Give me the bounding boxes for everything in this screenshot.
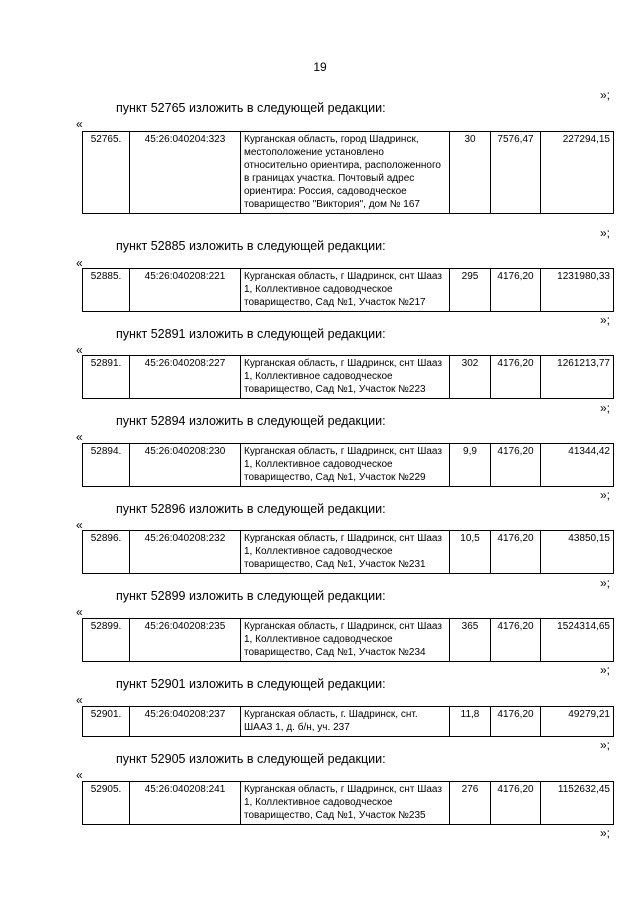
- address: Курганская область, г Шадринск, снт Шааз 1, Коллективное садоводческое товарищество, Сад №1, Участок №234: [241, 619, 450, 662]
- rate: 4176,20: [491, 707, 541, 737]
- area: 295: [450, 269, 491, 312]
- row-number: 52765.: [83, 132, 130, 214]
- table-row: [82, 443, 614, 487]
- open-quote: «: [76, 256, 83, 270]
- close-quote: »;: [599, 488, 610, 502]
- rate: 4176,20: [491, 782, 541, 825]
- open-quote: «: [76, 605, 83, 619]
- section-heading: пункт 52901 изложить в следующей редакции:: [116, 677, 386, 691]
- cadastral-number: 45:26:040204:323: [130, 132, 241, 214]
- page-number: 19: [313, 60, 327, 74]
- address: Курганская область, г Шадринск, снт Шааз 1, Коллективное садоводческое товарищество, Сад №1, Участок №217: [241, 269, 450, 312]
- open-quote: «: [76, 430, 83, 444]
- value-sum: 1261213,77: [541, 356, 614, 399]
- rate: 4176,20: [491, 269, 541, 312]
- row-number: 52896.: [83, 531, 130, 574]
- value-sum: 227294,15: [541, 132, 614, 214]
- table-row: [82, 268, 614, 312]
- area: 302: [450, 356, 491, 399]
- address: Курганская область, г Шадринск, снт Шааз 1, Коллективное садоводческое товарищество, Сад №1, Участок №235: [241, 782, 450, 825]
- cadastral-number: 45:26:040208:235: [130, 619, 241, 662]
- close-quote: »;: [599, 226, 610, 240]
- rate: 4176,20: [491, 619, 541, 662]
- row-number: 52899.: [83, 619, 130, 662]
- open-quote: «: [76, 518, 83, 532]
- table-row: [82, 618, 614, 662]
- row-number: 52905.: [83, 782, 130, 825]
- open-quote: «: [76, 343, 83, 357]
- row-number: 52891.: [83, 356, 130, 399]
- rate: 7576,47: [491, 132, 541, 214]
- address: Курганская область, г. Шадринск, снт. ШААЗ 1, д. б/н, уч. 237: [241, 707, 450, 737]
- table-row: [82, 706, 614, 737]
- cadastral-number: 45:26:040208:237: [130, 707, 241, 737]
- close-quote: »;: [599, 576, 610, 590]
- row-number: 52894.: [83, 444, 130, 487]
- cadastral-number: 45:26:040208:241: [130, 782, 241, 825]
- value-sum: 49279,21: [541, 707, 614, 737]
- value-sum: 1524314,65: [541, 619, 614, 662]
- address: Курганская область, г Шадринск, снт Шааз 1, Коллективное садоводческое товарищество, Сад №1, Участок №231: [241, 531, 450, 574]
- cadastral-number: 45:26:040208:221: [130, 269, 241, 312]
- close-quote: »;: [599, 88, 610, 102]
- cadastral-number: 45:26:040208:227: [130, 356, 241, 399]
- address: Курганская область, г Шадринск, снт Шааз 1, Коллективное садоводческое товарищество, Сад №1, Участок №223: [241, 356, 450, 399]
- section-heading: пункт 52885 изложить в следующей редакции:: [116, 239, 386, 253]
- rate: 4176,20: [491, 444, 541, 487]
- section-heading: пункт 52896 изложить в следующей редакции:: [116, 502, 386, 516]
- area: 30: [450, 132, 491, 214]
- area: 365: [450, 619, 491, 662]
- address: Курганская область, г Шадринск, снт Шааз 1, Коллективное садоводческое товарищество, Сад №1, Участок №229: [241, 444, 450, 487]
- close-quote: »;: [599, 738, 610, 752]
- section-heading: пункт 52765 изложить в следующей редакции:: [116, 101, 386, 115]
- table-row: [82, 530, 614, 574]
- value-sum: 41344,42: [541, 444, 614, 487]
- section-heading: пункт 52899 изложить в следующей редакции:: [116, 589, 386, 603]
- cadastral-number: 45:26:040208:232: [130, 531, 241, 574]
- value-sum: 1231980,33: [541, 269, 614, 312]
- cadastral-number: 45:26:040208:230: [130, 444, 241, 487]
- area: 9,9: [450, 444, 491, 487]
- open-quote: «: [76, 693, 83, 707]
- rate: 4176,20: [491, 356, 541, 399]
- close-quote: »;: [599, 401, 610, 415]
- address: Курганская область, город Шадринск, местоположение установлено относительно ориентира, расположенного в границах участка. Почтовый адрес ориентира: Россия, садоводческое товарищество "Виктория", дом № 167: [241, 132, 450, 214]
- area: 276: [450, 782, 491, 825]
- table-row: [82, 131, 614, 214]
- section-heading: пункт 52891 изложить в следующей редакции:: [116, 327, 386, 341]
- table-row: [82, 355, 614, 399]
- area: 10,5: [450, 531, 491, 574]
- row-number: 52901.: [83, 707, 130, 737]
- close-quote: »;: [599, 826, 610, 840]
- table-row: [82, 781, 614, 825]
- value-sum: 1152632,45: [541, 782, 614, 825]
- close-quote: »;: [599, 663, 610, 677]
- value-sum: 43850,15: [541, 531, 614, 574]
- area: 11,8: [450, 707, 491, 737]
- open-quote: «: [76, 768, 83, 782]
- close-quote: »;: [599, 313, 610, 327]
- open-quote: «: [76, 117, 83, 131]
- section-heading: пункт 52894 изложить в следующей редакции:: [116, 414, 386, 428]
- rate: 4176,20: [491, 531, 541, 574]
- row-number: 52885.: [83, 269, 130, 312]
- section-heading: пункт 52905 изложить в следующей редакции:: [116, 752, 386, 766]
